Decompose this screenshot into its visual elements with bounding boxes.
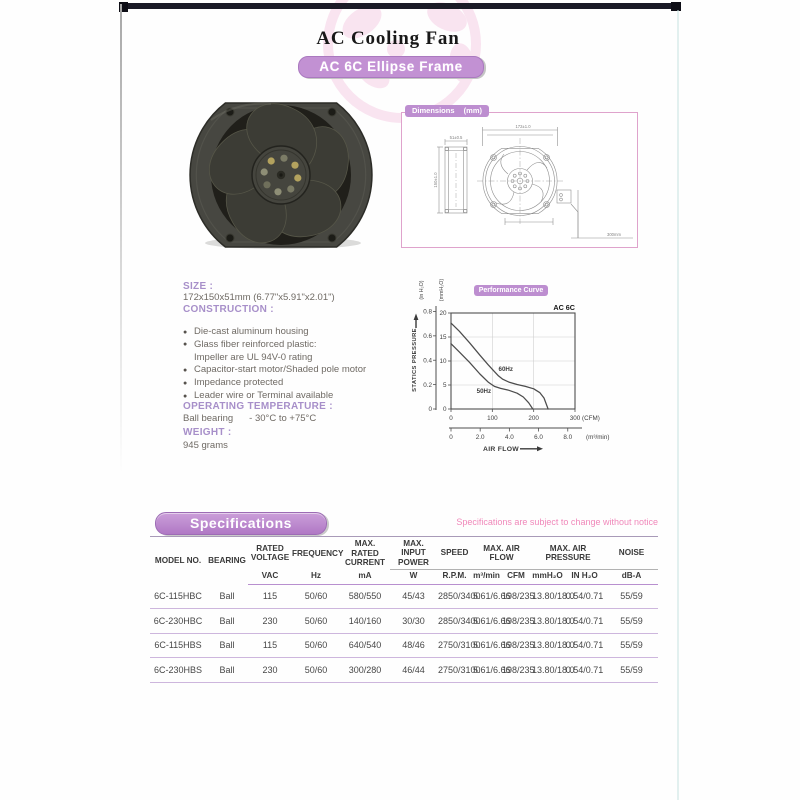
y-unit-in: (in H₂O): [419, 280, 425, 300]
unit-current: mA: [340, 570, 390, 584]
x-axis-title: AIR FLOW: [483, 446, 519, 453]
chart-corner-label: AC 6C: [553, 303, 575, 312]
spec-cell: 13.80/18.0: [531, 609, 564, 634]
spec-cell: 0.54/0.71: [564, 633, 605, 658]
dim-side-height: 150±1.0: [433, 172, 438, 188]
spec-cell: 6C-115HBC: [150, 584, 206, 609]
construction-list: [183, 326, 403, 403]
spec-cell: 0.54/0.71: [564, 609, 605, 634]
weight-label: WEIGHT :: [183, 427, 232, 438]
spec-cell: Ball: [206, 658, 248, 683]
y-unit-mm: (mmH₂O): [439, 278, 445, 302]
spec-cell: 198/235: [501, 633, 531, 658]
performance-curve-chart: [403, 268, 653, 464]
x-tick-m3: 6.0: [534, 434, 543, 441]
spec-cell: 55/59: [605, 584, 658, 609]
spec-cell: 6C-230HBC: [150, 609, 206, 634]
fan-photo: [186, 99, 376, 251]
y-tick-mm: 20: [439, 310, 447, 318]
unit-pressure-in: IN H₂O: [564, 570, 605, 584]
spec-cell: 198/235: [501, 609, 531, 634]
x-tick-cfm: 200: [528, 415, 539, 422]
spec-cell: 30/30: [390, 609, 437, 634]
spec-cell: 2750/3100: [437, 658, 472, 683]
specifications-badge: Specifications: [155, 512, 327, 535]
spec-cell: 55/59: [605, 658, 658, 683]
col-pressure-group: MAX. AIR PRESSURE: [531, 537, 605, 570]
spec-header-row: [150, 537, 658, 570]
spec-cell: 6C-115HBS: [150, 633, 206, 658]
unit-pressure-mm: mmH₂O: [531, 570, 564, 584]
y-tick-in: 0.2: [423, 381, 432, 389]
spec-cell: 5.61/6.66: [472, 658, 501, 683]
unit-airflow-m3: m³/min: [472, 570, 501, 584]
construction-label: CONSTRUCTION :: [183, 304, 274, 315]
spec-cell: 115: [248, 633, 292, 658]
spec-cell: 45/43: [390, 584, 437, 609]
x-tick-cfm: 0: [449, 415, 453, 422]
x-tick-cfm: 300: [569, 415, 581, 422]
spec-cell: 640/540: [340, 633, 390, 658]
specifications-table: [150, 536, 658, 683]
spec-cell: 48/46: [390, 633, 437, 658]
spec-cell: 5.61/6.66: [472, 633, 501, 658]
size-label: SIZE :: [183, 281, 214, 292]
weight-value: 945 grams: [183, 440, 228, 451]
col-voltage: RATED VOLTAGE: [250, 543, 290, 563]
scan-edge-top: [120, 3, 678, 9]
spec-cell: 230: [248, 609, 292, 634]
x-tick-m3: 0: [449, 434, 453, 441]
col-noise: NOISE: [605, 537, 658, 570]
dim-side-depth: 51±0.5: [449, 135, 463, 140]
y-tick-mm: 10: [439, 358, 447, 366]
x-unit-m3: (m³/min): [586, 434, 610, 441]
x-tick-m3: 2.0: [475, 434, 485, 441]
construction-item: ● Leader wire or Terminal available: [183, 390, 334, 402]
construction-item: ● Impedance protected: [183, 377, 284, 389]
spec-cell: 115: [248, 584, 292, 609]
spec-cell: 2850/3400: [437, 584, 472, 609]
spec-cell: 50/60: [292, 584, 340, 609]
y-tick-mm: 5: [442, 382, 447, 390]
dimensions-badge-label: Dimensions: [412, 106, 455, 115]
size-value: 172x150x51mm (6.77"x5.91"x2.01"): [183, 292, 335, 303]
y-axis-arrow: [414, 314, 419, 321]
y-axis-title: STATICS PRESSURE: [412, 328, 418, 392]
curve-label-60Hz: 60Hz: [498, 366, 513, 374]
spec-cell: 0.54/0.71: [564, 658, 605, 683]
curve-label-50Hz: 50Hz: [476, 388, 492, 396]
spec-cell: Ball: [206, 609, 248, 634]
spec-cell: Ball: [206, 633, 248, 658]
performance-curve-badge: Performance Curve: [474, 285, 548, 296]
x-tick-m3: 8.0: [563, 434, 573, 441]
spec-cell: 230: [248, 658, 292, 683]
spec-row: [150, 658, 658, 683]
col-bearing: BEARING: [208, 555, 246, 565]
y-tick-in: 0.8: [423, 308, 432, 316]
unit-power: W: [390, 570, 437, 584]
spec-cell: 50/60: [292, 658, 340, 683]
spec-row: [150, 633, 658, 658]
operating-temperature-label: OPERATING TEMPERATURE :: [183, 401, 333, 412]
scan-edge-left: [120, 4, 122, 474]
spec-cell: 140/160: [340, 609, 390, 634]
spec-cell: Ball: [206, 584, 248, 609]
col-model: MODEL NO.: [154, 555, 202, 565]
construction-item: ● Glass fiber reinforced plastic:: [183, 338, 317, 350]
y-tick-in: 0: [428, 406, 432, 414]
y-tick-mm: 0: [442, 406, 447, 414]
y-tick-in: 0.6: [423, 333, 432, 341]
spec-cell: 46/44: [390, 658, 437, 683]
scan-edge-right: [677, 10, 679, 800]
unit-speed: R.P.M.: [437, 570, 472, 584]
frame-type-badge: AC 6C Ellipse Frame: [298, 56, 484, 78]
y-tick-mm: 15: [439, 334, 447, 342]
spec-cell: 5.61/6.66: [472, 609, 501, 634]
x-axis-arrow: [537, 446, 543, 451]
spec-cell: 13.80/18.0: [531, 584, 564, 609]
spec-cell: 50/60: [292, 633, 340, 658]
spec-cell: 13.80/18.0: [531, 633, 564, 658]
curve-50Hz: [451, 344, 533, 409]
construction-item: ● Capacitor-start motor/Shaded pole motor: [183, 364, 367, 376]
spec-cell: 580/550: [340, 584, 390, 609]
dim-lead-length: 300mm: [607, 232, 621, 237]
spec-cell: 2750/3100: [437, 633, 472, 658]
col-airflow-group: MAX. AIR FLOW: [472, 537, 531, 570]
y-tick-in: 0.4: [423, 357, 432, 365]
operating-temperature-row: [183, 413, 316, 424]
specifications-note: Specifications are subject to change without notice: [456, 517, 658, 527]
col-power: MAX. INPUT POWER: [390, 537, 437, 570]
spec-cell: 50/60: [292, 609, 340, 634]
spec-cell: 198/235: [501, 658, 531, 683]
page-title: AC Cooling Fan: [316, 28, 460, 49]
unit-voltage: VAC: [248, 570, 292, 584]
spec-cell: 0.54/0.71: [564, 584, 605, 609]
spec-cell: 2850/3400: [437, 609, 472, 634]
col-frequency: FREQUENCY: [292, 548, 344, 558]
unit-noise: dB-A: [605, 570, 658, 584]
col-speed: SPEED: [437, 537, 472, 570]
x-tick-m3: 4.0: [504, 434, 514, 441]
x-tick-cfm: 100: [487, 415, 498, 422]
scan-corner-right: [671, 2, 681, 11]
spec-row: [150, 584, 658, 609]
spec-cell: 198/235: [501, 584, 531, 609]
spec-row: [150, 609, 658, 634]
temperature-range: - 30°C to +75°C: [249, 413, 317, 424]
col-current: MAX. RATED CURRENT: [344, 539, 386, 568]
unit-airflow-cfm: CFM: [501, 570, 531, 584]
spec-cell: 5.61/6.66: [472, 584, 501, 609]
dimensions-badge-unit: (mm): [463, 106, 482, 115]
construction-item: Impeller are UL 94V-0 rating: [194, 351, 313, 363]
unit-frequency: Hz: [292, 570, 340, 584]
dimensions-drawing: [401, 112, 636, 246]
construction-item: ● Die-cast aluminum housing: [183, 326, 309, 337]
bearing-type: Ball bearing: [183, 413, 234, 424]
spec-cell: 55/59: [605, 609, 658, 634]
dim-front-width: 172±1.0: [515, 124, 531, 129]
spec-cell: 13.80/18.0: [531, 658, 564, 683]
spec-cell: 6C-230HBS: [150, 658, 206, 683]
spec-cell: 300/280: [340, 658, 390, 683]
spec-cell: 55/59: [605, 633, 658, 658]
x-unit-cfm: (CFM): [582, 415, 600, 422]
